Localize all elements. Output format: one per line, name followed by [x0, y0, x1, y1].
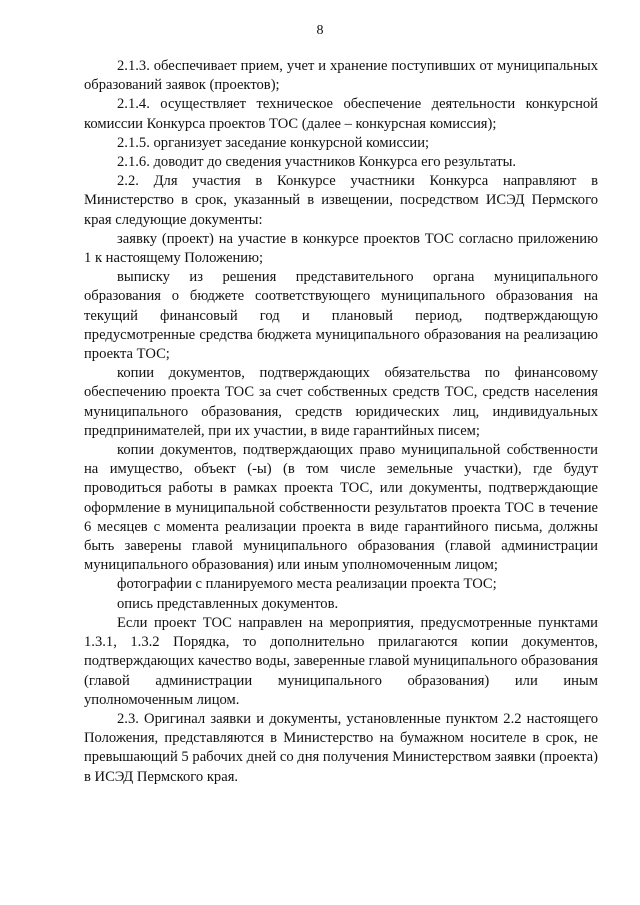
list-item-inventory: опись представленных документов.: [117, 595, 339, 612]
paragraph-2-1-4: 2.1.4. осуществляет техническое обеспечение деятельности конкурсной комиссии Конкурса проектов ТОС (далее – конкурсная комиссия);: [84, 96, 598, 132]
paragraph-2-1-3: 2.1.3. обеспечивает прием, учет и хранение поступивших от муниципальных образований заявок (проектов);: [84, 58, 598, 94]
list-item-financing-documents: копии документов, подтверждающих обязательства по финансовому обеспечению проекта ТОС за счет собственных средств ТОС, средств населения муниципального образования, средств юридических лиц, индивидуальных предпринимателей, при их участии, в виде гарантийных писем;: [84, 365, 598, 439]
paragraph-water-quality: Если проект ТОС направлен на мероприятия, предусмотренные пунктами 1.3.1, 1.3.2 Порядка, то дополнительно прилагаются копии документов, подтверждающих качество воды, заверенные главой муниципального образования (главой администрации муниципального образования) или иным уполномоченным лицом.: [84, 614, 598, 708]
document-body: [84, 57, 598, 787]
paragraph-2-1-6: 2.1.6. доводит до сведения участников Конкурса его результаты.: [117, 154, 517, 171]
list-item-property-documents: копии документов, подтверждающих право муниципальной собственности на имущество, объект (-ы) (в том числе земельные участки), где будут проводиться работы в рамках проекта ТОС, или документы, подтверждающие оформление в муниципальной собственности результатов проекта ТОС в течение 6 месяцев с момента реализации проекта в виде гарантийного письма, должны быть заверены главой муниципального образования (главой администрации муниципального образования) или иным уполномоченным лицом;: [84, 442, 598, 574]
paragraph-2-1-5: 2.1.5. организует заседание конкурсной комиссии;: [117, 134, 430, 151]
paragraph-2-2: 2.2. Для участия в Конкурсе участники Конкурса направляют в Министерство в срок, указанный в извещении, посредством ИСЭД Пермского края следующие документы:: [84, 173, 598, 228]
page-number: 8: [316, 23, 324, 38]
list-item-photos: фотографии с планируемого места реализации проекта ТОС;: [117, 576, 497, 593]
list-item-application: заявку (проект) на участие в конкурсе проектов ТОС согласно приложению 1 к настоящему Положению;: [84, 230, 598, 267]
paragraph-2-3: 2.3. Оригинал заявки и документы, установленные пунктом 2.2 настоящего Положения, представляются в Министерство на бумажном носителе в срок, не превышающий 5 рабочих дней со дня получения Министерством заявки (проекта) в ИСЭД Пермского края.: [84, 710, 598, 785]
list-item-budget-extract: выписку из решения представительного органа муниципального образования о бюджете соответствующего муниципального образования на текущий финансовый год и плановый период, подтверждающую предусмотренные средства бюджета муниципального образования на реализацию проекта ТОС;: [84, 269, 598, 363]
